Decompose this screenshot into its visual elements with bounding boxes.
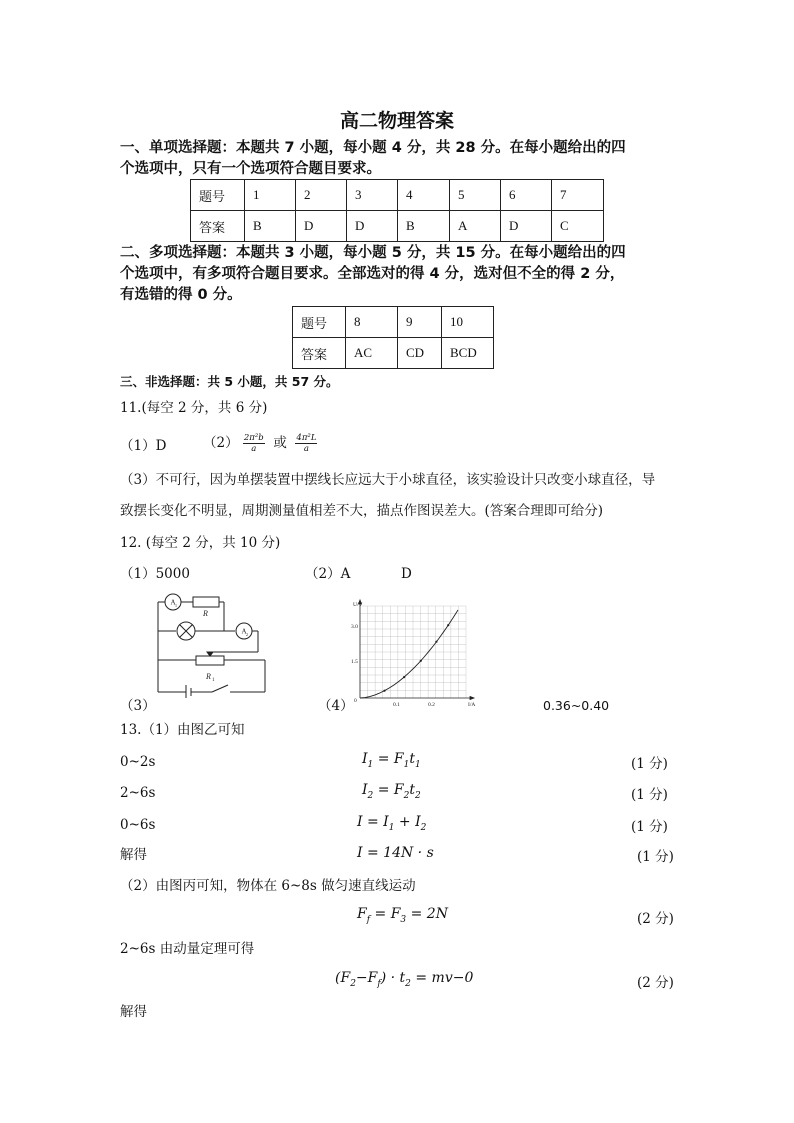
table-cell: 2 bbox=[296, 180, 347, 211]
circuit-diagram bbox=[150, 588, 270, 698]
q13-row-label: 0~6s bbox=[120, 817, 156, 833]
table-cell: B bbox=[245, 211, 296, 242]
equation-1: $I_1 = F_1t_1$ bbox=[362, 751, 421, 770]
a2-subscript: 2 bbox=[246, 632, 248, 637]
table-row-label: 题号 bbox=[293, 307, 346, 338]
r-label: R bbox=[203, 609, 208, 618]
table-cell: A bbox=[450, 211, 501, 242]
r1-subscript: 1 bbox=[212, 678, 215, 683]
q13-points: (1 分) bbox=[631, 787, 668, 803]
page-title: 高二物理答案 bbox=[339, 110, 454, 132]
table-cell: D bbox=[501, 211, 552, 242]
y-axis-label: U/V bbox=[353, 602, 363, 608]
equation-4: I = 14N · s bbox=[357, 845, 434, 861]
section2-heading-line1: 二、多项选择题：本题共 3 小题，每小题 5 分，共 15 分。在每小题给出的四 bbox=[120, 245, 626, 261]
table-cell: C bbox=[552, 211, 604, 242]
q13-final: 解得 bbox=[120, 1004, 147, 1020]
x-tick-label: 0.2 bbox=[428, 702, 435, 708]
q11-part3-line1: （3）不可行，因为单摆装置中摆线长应远大于小球直径，该实验设计只改变小球直径，导 bbox=[120, 472, 656, 488]
q12-header: 12. (每空 2 分，共 10 分) bbox=[120, 535, 281, 551]
q11-fraction-1 bbox=[243, 433, 265, 454]
table-row-label: 答案 bbox=[191, 211, 245, 242]
q12-part1: （1）5000 bbox=[120, 566, 190, 582]
q11-part2-label: （2） bbox=[203, 435, 239, 451]
q13-header: 13.（1）由图乙可知 bbox=[120, 722, 245, 738]
u-i-graph bbox=[340, 596, 480, 708]
q13-points: (2 分) bbox=[637, 975, 674, 991]
switch-icon bbox=[212, 685, 228, 692]
a1-subscript: 1 bbox=[175, 603, 177, 608]
origin-label: 0 bbox=[354, 698, 357, 704]
q13-row-label: 2~6s bbox=[120, 785, 156, 801]
q13-points: (2 分) bbox=[637, 911, 674, 927]
section2-heading-line2: 个选项中，有多项符合题目要求。全部选对的得 4 分，选对但不全的得 2 分， bbox=[120, 266, 625, 282]
table-cell: AC bbox=[346, 338, 398, 369]
equation-5: $F_f = F_3 = 2N$ bbox=[357, 906, 448, 925]
q12-part2-second: D bbox=[401, 566, 412, 582]
data-point bbox=[383, 690, 385, 692]
equation-2: $I_2 = F_2t_2$ bbox=[362, 782, 421, 801]
q13-momentum-line: 2~6s 由动量定理可得 bbox=[120, 941, 255, 957]
equation-6: $(F_2-F_f) \cdot t_2 = mv-0$ bbox=[335, 970, 474, 989]
q13-row-label: 解得 bbox=[120, 847, 147, 863]
q12-part5: 0.36~0.40 bbox=[543, 698, 610, 713]
q11-part1: （1）D bbox=[120, 438, 167, 454]
table-cell: BCD bbox=[442, 338, 494, 369]
table-cell: 10 bbox=[442, 307, 494, 338]
table-cell: 7 bbox=[552, 180, 604, 211]
data-point bbox=[447, 624, 449, 626]
section2-answer-table bbox=[292, 306, 494, 369]
q12-part3-label: （3） bbox=[120, 698, 156, 714]
fraction-numerator: 2π²b bbox=[243, 433, 264, 443]
section1-heading bbox=[120, 138, 680, 180]
q11-or: 或 bbox=[273, 435, 287, 451]
q11-fraction-2 bbox=[295, 433, 317, 454]
x-axis-label: I/A bbox=[468, 702, 476, 708]
table-row-label: 题号 bbox=[191, 180, 245, 211]
y-tick-label: 1.5 bbox=[351, 659, 358, 665]
section1-answer-table bbox=[190, 179, 604, 242]
table-cell: D bbox=[296, 211, 347, 242]
section2-heading bbox=[120, 243, 680, 306]
data-point bbox=[420, 660, 422, 662]
resistor-icon bbox=[193, 597, 219, 607]
table-cell: 5 bbox=[450, 180, 501, 211]
table-cell: 4 bbox=[398, 180, 450, 211]
data-point bbox=[435, 641, 437, 643]
q12-part4-label: （4） bbox=[318, 698, 354, 714]
r1-label: R bbox=[206, 672, 211, 681]
q13-points: (1 分) bbox=[631, 819, 668, 835]
fraction-denominator: a bbox=[303, 444, 309, 454]
x-tick-label: 0.1 bbox=[393, 702, 400, 708]
q13-part2-intro: （2）由图丙可知，物体在 6~8s 做匀速直线运动 bbox=[120, 878, 416, 894]
table-cell: 3 bbox=[347, 180, 398, 211]
table-row-label: 答案 bbox=[293, 338, 346, 369]
section3-heading: 三、非选择题：共 5 小题，共 57 分。 bbox=[120, 374, 339, 389]
q13-row-label: 0~2s bbox=[120, 754, 156, 770]
fraction-numerator: 4π²L bbox=[296, 433, 317, 443]
rheostat-icon bbox=[196, 656, 224, 665]
table-cell: CD bbox=[398, 338, 442, 369]
table-cell: 6 bbox=[501, 180, 552, 211]
fraction-denominator: a bbox=[251, 444, 257, 454]
table-cell: 8 bbox=[346, 307, 398, 338]
q13-points: (1 分) bbox=[637, 849, 674, 865]
table-cell: B bbox=[398, 211, 450, 242]
data-point bbox=[403, 676, 405, 678]
a2-label: A bbox=[241, 627, 247, 636]
equation-3: $I = I_1 + I_2$ bbox=[357, 814, 427, 833]
a1-label: A bbox=[170, 598, 176, 607]
table-cell: 9 bbox=[398, 307, 442, 338]
q11-part2 bbox=[203, 428, 317, 458]
table-cell: D bbox=[347, 211, 398, 242]
section1-heading-line2: 个选项中，只有一个选项符合题目要求。 bbox=[120, 161, 381, 177]
table-cell: 1 bbox=[245, 180, 296, 211]
y-tick-label: 3.0 bbox=[351, 624, 358, 630]
q12-part2: （2）A bbox=[305, 566, 351, 582]
q11-header: 11.(每空 2 分，共 6 分) bbox=[120, 400, 268, 416]
section1-heading-line1: 一、单项选择题：本题共 7 小题，每小题 4 分，共 28 分。在每小题给出的四 bbox=[120, 140, 626, 156]
section2-heading-line3: 有选错的得 0 分。 bbox=[120, 287, 242, 303]
q11-part3-line2: 致摆长变化不明显，周期测量值相差不大，描点作图误差大。(答案合理即可给分) bbox=[120, 503, 604, 519]
q13-points: (1 分) bbox=[631, 756, 668, 772]
